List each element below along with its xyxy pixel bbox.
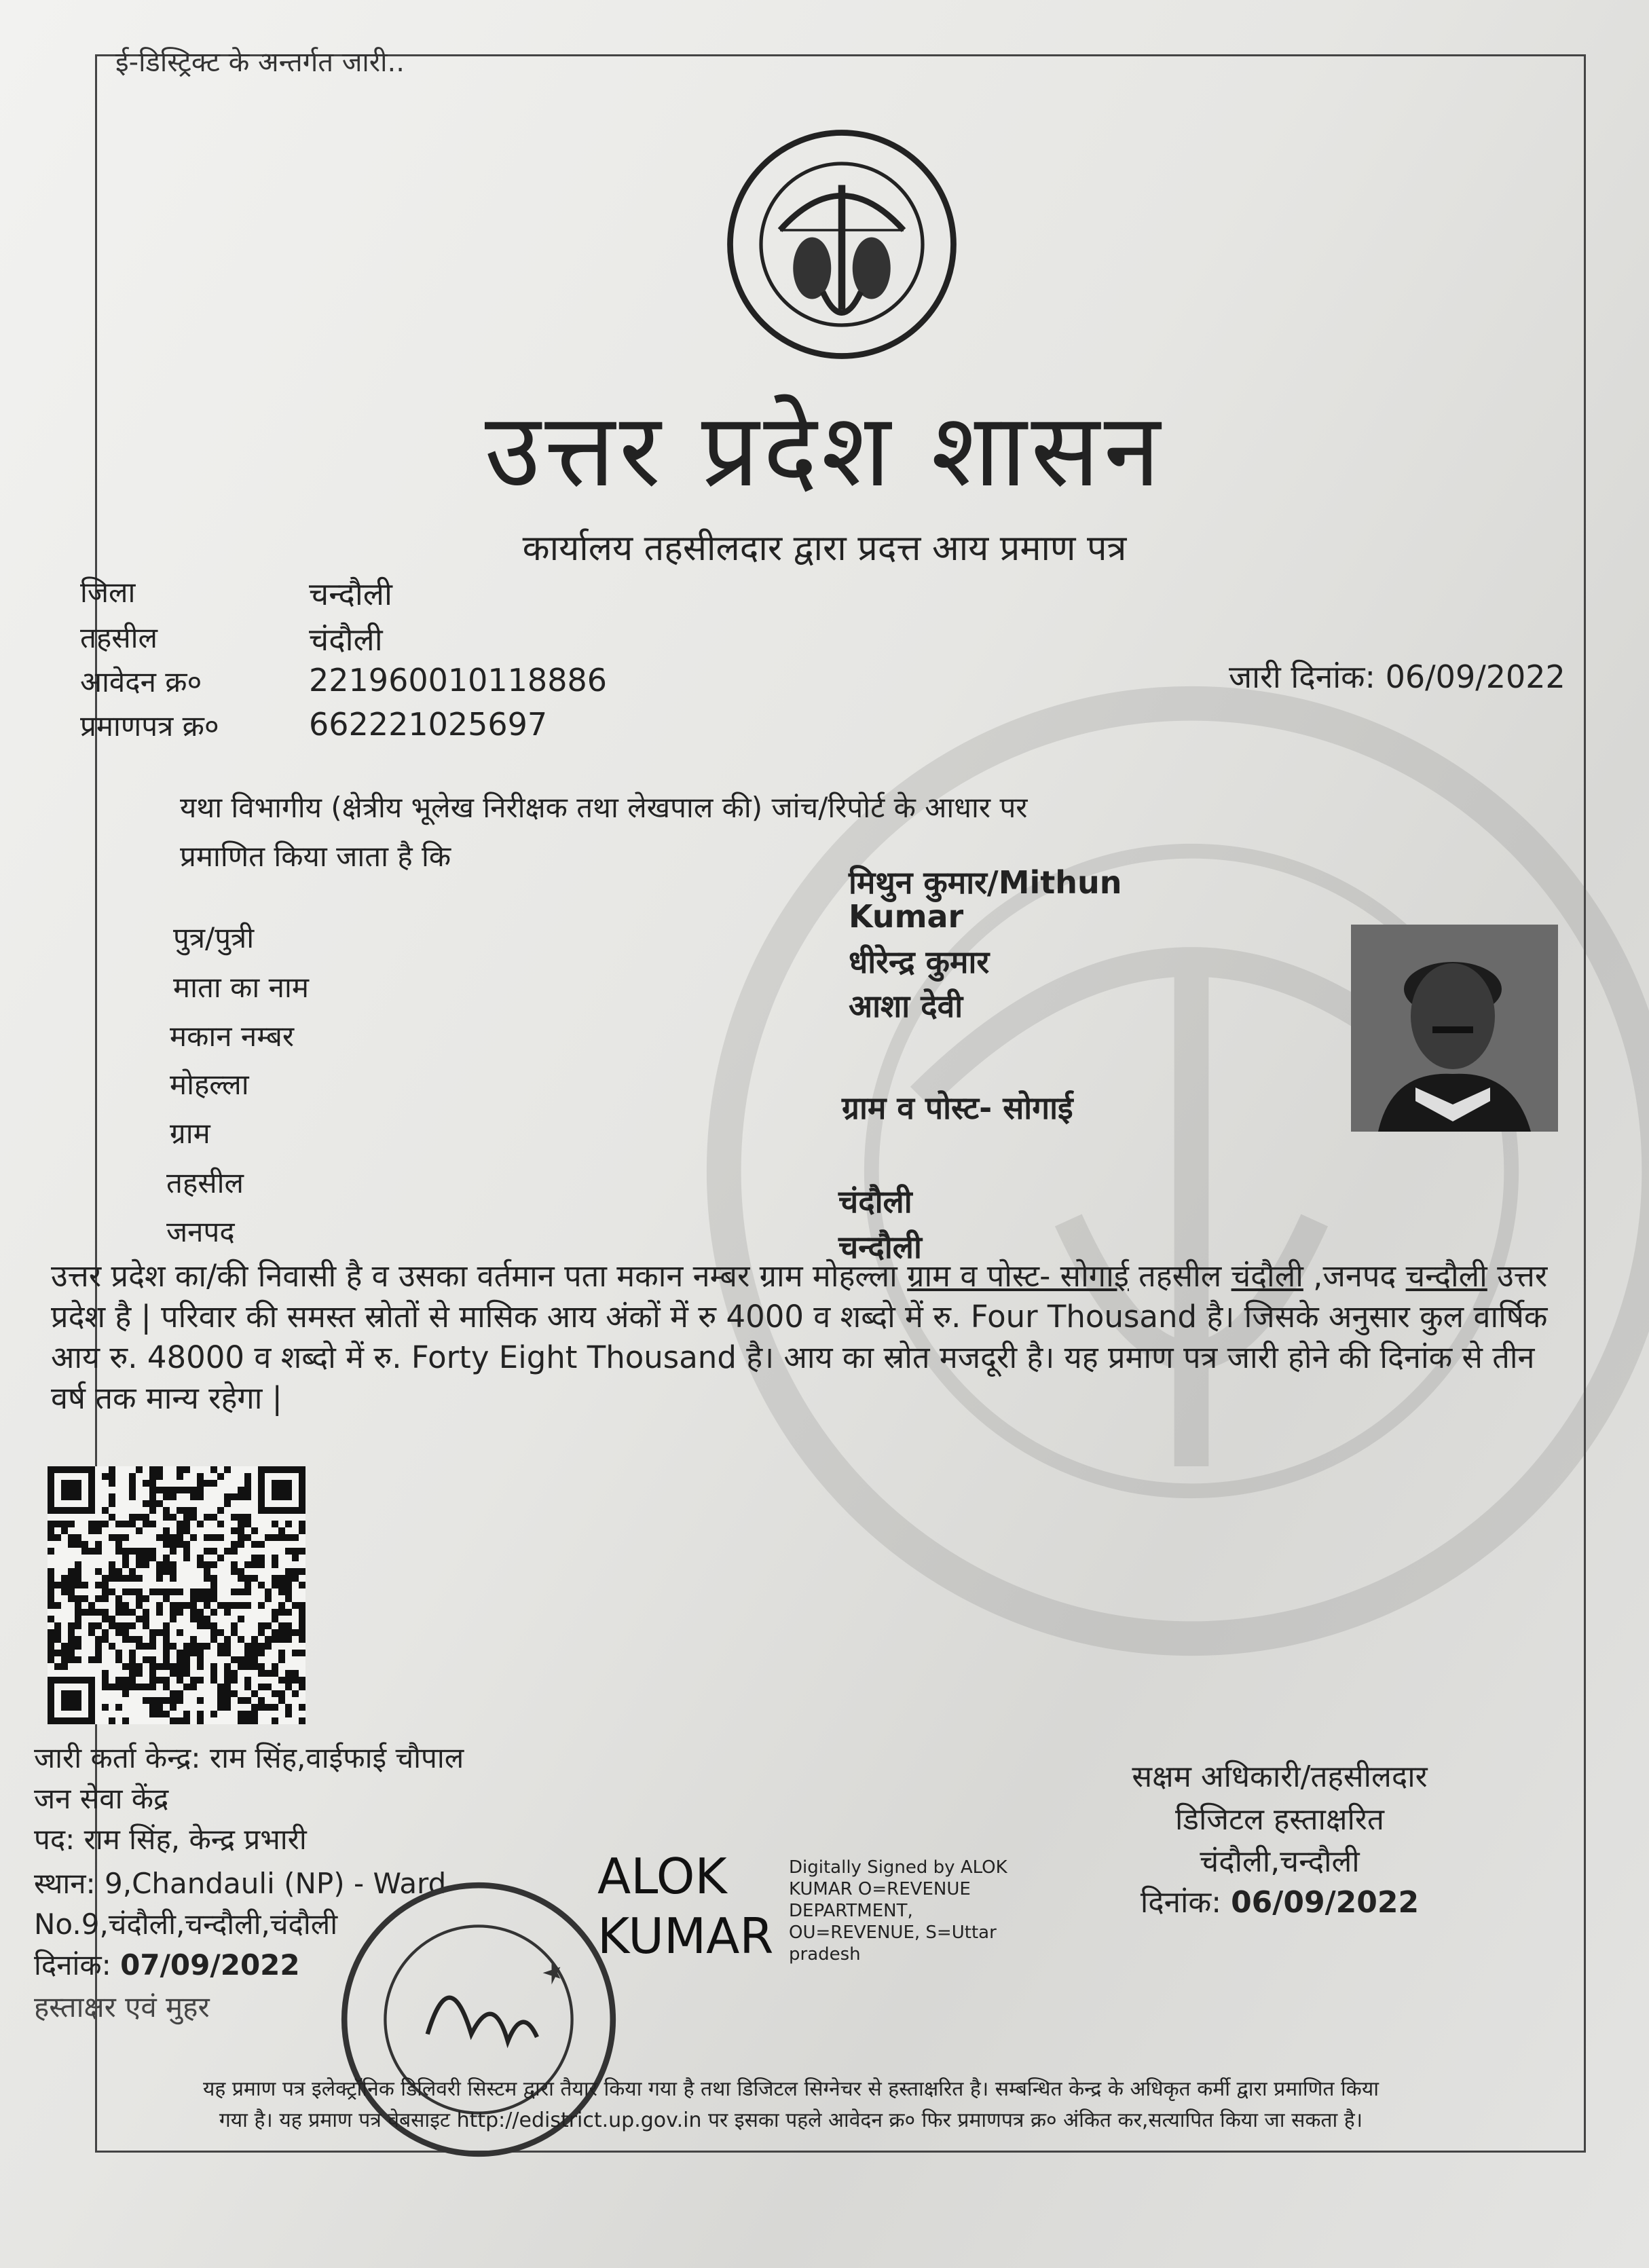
applicant-name-line-1: मिथुन कुमार/Mithun xyxy=(849,864,1122,901)
person-photo-icon xyxy=(1351,925,1558,1132)
issue-date-label: जारी दिनांक: xyxy=(1229,658,1376,695)
issue-date xyxy=(1229,655,1565,697)
intro-line-1: यथा विभागीय (क्षेत्रीय भूलेख निरीक्षक तथा लेखपाल की) जांच/रिपोर्ट के आधार पर xyxy=(180,791,1028,824)
statement-part-5: ,जनपद xyxy=(1303,1258,1406,1294)
tehsil-label: तहसील xyxy=(80,621,158,654)
watermark-emblem-icon xyxy=(699,679,1649,1663)
father-value: धीरेन्द्र कुमार xyxy=(849,944,990,980)
district-label: जिला xyxy=(80,576,136,609)
application-number-label: आवेदन क्र० xyxy=(80,665,202,699)
signer-first-name: ALOK xyxy=(597,1848,727,1905)
signature-detail-2: KUMAR O=REVENUE xyxy=(789,1879,971,1899)
mohalla-label: मोहल्ला xyxy=(170,1068,249,1101)
statement-part-1: उत्तर प्रदेश का/की निवासी है व उसका वर्तमान पता मकान नम्बर ग्राम मोहल्ला xyxy=(51,1258,908,1294)
authority-digital-signed: डिजिटल हस्ताक्षरित xyxy=(1175,1802,1384,1837)
issuer-center-type: जन सेवा केंद्र xyxy=(34,1782,169,1815)
father-label: पुत्र/पुत्री xyxy=(173,921,255,954)
header-note: ई-डिस्ट्रिक्ट के अन्तर्गत जारी.. xyxy=(115,47,405,78)
applicant-tehsil-label: तहसील xyxy=(166,1166,244,1200)
tehsil-value: चंदौली xyxy=(309,621,383,658)
authority-date-value: 06/09/2022 xyxy=(1231,1885,1420,1920)
issuer-date-value: 07/09/2022 xyxy=(120,1948,300,1982)
application-number-value: 221960010118886 xyxy=(309,662,607,699)
verification-qr-code[interactable] xyxy=(48,1466,305,1724)
document-title: उत्तर प्रदेश शासन xyxy=(484,392,1165,510)
issuer-signature-label: हस्ताक्षर एवं मुहर xyxy=(34,1990,210,2024)
issuer-place-line-1: स्थान: 9,Chandauli (NP) - Ward xyxy=(34,1867,447,1900)
statement-tehsil: चंदौली xyxy=(1231,1258,1303,1294)
signature-detail-4: OU=REVENUE, S=Uttar xyxy=(789,1922,997,1943)
certificate-number-label: प्रमाणपत्र क्र० xyxy=(80,709,219,743)
village-label: ग्राम xyxy=(170,1117,210,1150)
district-value: चन्दौली xyxy=(309,576,392,612)
mother-label: माता का नाम xyxy=(173,971,309,1004)
issue-date-value: 06/09/2022 xyxy=(1385,658,1565,695)
certificate-number-value: 662221025697 xyxy=(309,706,548,743)
village-value: ग्राम व पोस्ट- सोगाई xyxy=(842,1090,1073,1126)
authority-location: चंदौली,चन्दौली xyxy=(1200,1844,1360,1879)
issuer-date xyxy=(34,1945,300,1984)
authority-date-label: दिनांक: xyxy=(1140,1885,1222,1920)
authority-date xyxy=(1059,1880,1500,1921)
applicant-tehsil-value: चंदौली xyxy=(838,1183,912,1220)
statement-village: ग्राम व पोस्ट- सोगाई xyxy=(907,1258,1129,1294)
footer-line-2: गया है। यह प्रमाण पत्र वेबसाइट http://edistrict.up.gov.in पर इसका पहले आवेदन क्र० फिर प्रमाणपत्र क्र० अंकित कर,सत्यापित किया जा सकता है। xyxy=(219,2108,1363,2132)
issuer-center: जारी कर्ता केन्द्र: राम सिंह,वाईफाई चौपाल xyxy=(34,1741,464,1774)
house-number-label: मकान नम्बर xyxy=(170,1020,295,1053)
statement-part-7: उत्तर प्रदेश है | परिवार की समस्त स्रोतों से मासिक आय अंकों में रु 4000 व शब्दो में रु. Four Thousand है। जिसके अनुसार कुल वार्षिक आय रु. 48000 व शब्दो में रु. Forty Eight Thousand है। आय का स्रोत मजदूरी है। यह प्रमाण पत्र जारी होने की दिनांक से तीन वर्ष तक मान्य रहेगा | xyxy=(51,1258,1548,1416)
issuer-place-line-2: No.9,चंदौली,चन्दौली,चंदौली xyxy=(34,1908,338,1941)
signature-detail-3: DEPARTMENT, xyxy=(789,1901,913,1921)
intro-line-2: प्रमाणित किया जाता है कि xyxy=(180,840,451,873)
up-government-emblem-icon xyxy=(723,126,961,363)
document-subtitle: कार्यालय तहसीलदार द्वारा प्रदत्त आय प्रमाण पत्र xyxy=(522,528,1127,569)
issuer-date-label: दिनांक: xyxy=(34,1948,111,1982)
signature-detail-5: pradesh xyxy=(789,1944,861,1965)
certificate-statement xyxy=(51,1256,1558,1419)
issuer-designation: पद: राम सिंह, केन्द्र प्रभारी xyxy=(34,1823,307,1856)
footer-note xyxy=(20,2074,1561,2136)
footer-line-1: यह प्रमाण पत्र इलेक्ट्रॉनिक डिलिवरी सिस्टम द्वारा तैयार किया गया है तथा डिजिटल सिग्नेचर से हस्ताक्षरित है। सम्बन्धित केन्द्र के अधिकृत कर्मी द्वारा प्रमाणित किया xyxy=(202,2077,1379,2101)
digital-signature-name xyxy=(597,1846,773,1966)
authority-title: सक्षम अधिकारी/तहसीलदार xyxy=(1132,1760,1428,1794)
janpad-label: जनपद xyxy=(166,1215,235,1248)
statement-district: चन्दौली xyxy=(1405,1258,1487,1294)
digital-signature-details xyxy=(789,1857,1007,1965)
statement-part-3: तहसील xyxy=(1128,1258,1231,1294)
applicant-name-line-2: Kumar xyxy=(849,898,964,935)
signer-last-name: KUMAR xyxy=(597,1908,774,1965)
signature-detail-1: Digitally Signed by ALOK xyxy=(789,1857,1007,1878)
applicant-photo xyxy=(1351,925,1558,1132)
mother-value: आशा देवी xyxy=(849,988,963,1024)
janpad-value: चन्दौली xyxy=(838,1229,922,1265)
